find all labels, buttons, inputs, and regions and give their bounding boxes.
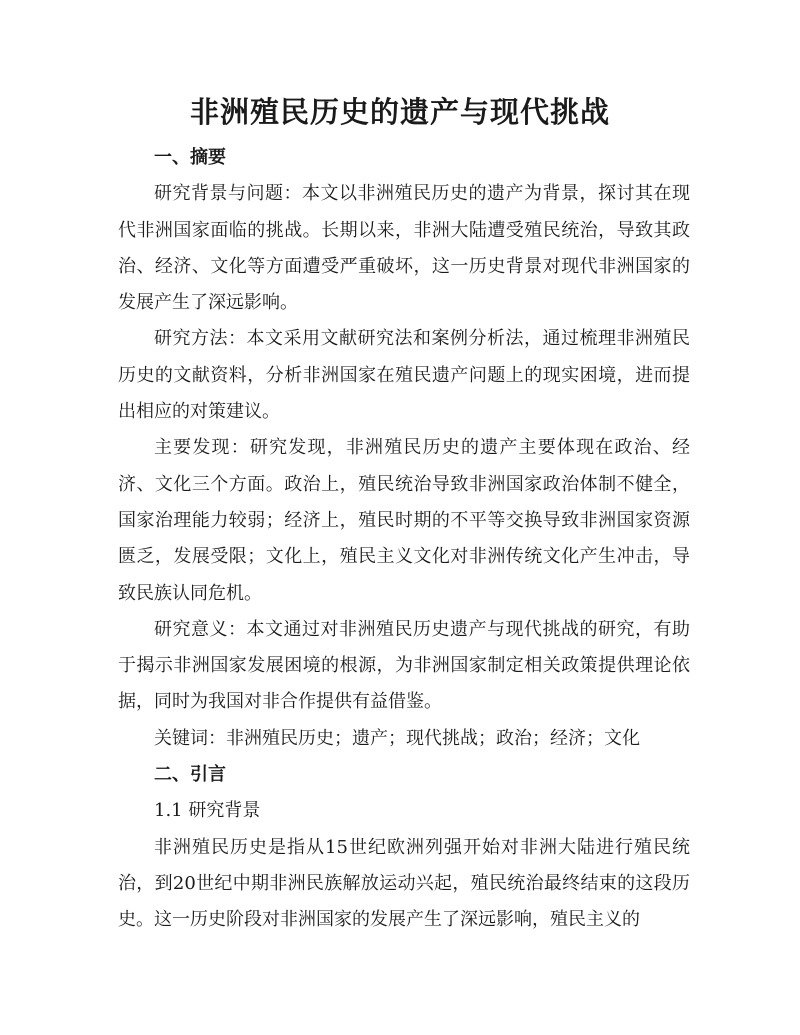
document-body: [118, 140, 690, 939]
section-1-1-paragraph: 非洲殖民历史是指从15世纪欧洲列强开始对非洲大陆进行殖民统治，到20世纪中期非洲民族解放运动兴起，殖民统治最终结束的这段历史。这一历史阶段对非洲国家的发展产生了深远影响，殖民主义的: [118, 836, 690, 931]
abstract-findings-paragraph: 主要发现：研究发现，非洲殖民历史的遗产主要体现在政治、经济、文化三个方面。政治上，殖民统治导致非洲国家政治体制不健全，国家治理能力较弱；经济上，殖民时期的不平等交换导致非洲国家资源匮乏，发展受限；文化上，殖民主义文化对非洲传统文化产生冲击，导致民族认同危机。: [118, 437, 690, 604]
abstract-background-paragraph: 研究背景与问题：本文以非洲殖民历史的遗产为背景，探讨其在现代非洲国家面临的挑战。长期以来，非洲大陆遭受殖民统治，导致其政治、经济、文化等方面遭受严重破坏，这一历史背景对现代非洲国家的发展产生了深远影响。: [118, 183, 690, 314]
abstract-significance-paragraph: 研究意义：本文通过对非洲殖民历史遗产与现代挑战的研究，有助于揭示非洲国家发展困境的根源，为非洲国家制定相关政策提供理论依据，同时为我国对非合作提供有益借鉴。: [118, 618, 690, 713]
intro-heading: 二、引言: [154, 764, 226, 786]
abstract-heading: 一、摘要: [154, 147, 226, 168]
abstract-method-paragraph: 研究方法：本文采用文献研究法和案例分析法，通过梳理非洲殖民历史的文献资料，分析非洲国家在殖民遗产问题上的现实困境，进而提出相应的对策建议。: [118, 328, 690, 423]
keywords-line: 关键词：非洲殖民历史；遗产；现代挑战；政治；经济；文化: [154, 727, 640, 749]
document-title: 非洲殖民历史的遗产与现代挑战: [189, 95, 610, 129]
section-1-1-heading: 1.1 研究背景: [154, 800, 261, 822]
